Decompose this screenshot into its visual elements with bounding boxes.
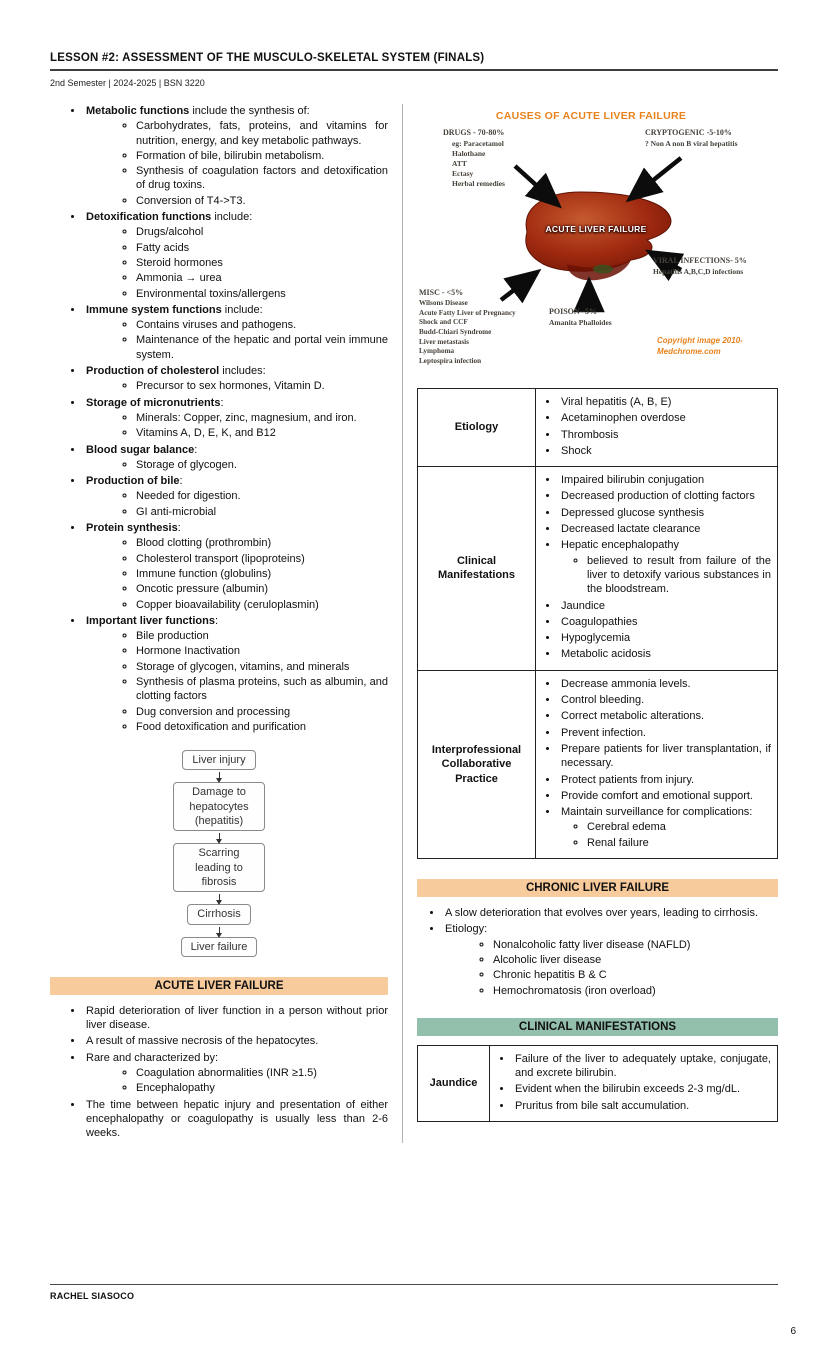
figure-label-line: Budd-Chiari Syndrome [419,327,492,336]
flow-box: Liver injury [182,750,255,770]
table-bullet [559,473,771,487]
figure-label-line: Hepatitis A,B,C,D infections [653,266,744,276]
outline-item-text: : [194,443,198,456]
page-number: 6 [790,1326,796,1337]
down-arrow-icon [219,833,220,842]
outline-subitem: ◦ Contains viruses and pathogens. [136,318,388,332]
figure-label-misc-title: MISC - <5% [419,288,464,297]
flow-step [119,782,319,842]
page-title: LESSON #2: ASSESSMENT OF THE MUSCULO-SKELETAL SYSTEM (FINALS) [50,52,778,71]
outline-item-heading: Metabolic functions [86,105,190,117]
figure-copyright-line1: Copyright image 2010- [657,336,743,345]
table-bullet-text: Depressed glucose synthesis [561,506,705,519]
flow-step [119,904,319,935]
outline-subitem: ◦ Vitamins A, D, E, K, and B12 [136,426,388,440]
table-bullet [559,693,771,707]
table-bullet-list [542,395,771,458]
table-bullet-text: Protect patients from injury. [561,773,695,786]
bullet-item [443,922,778,997]
outline-sublist [86,536,388,611]
table-sub-bullet: ◦ Cerebral edema [587,820,771,834]
sub-bullet: ◦ Nonalcoholic fatty liver disease (NAFLD) [493,938,778,952]
table-bullet-text: Coagulopathies [561,615,638,628]
outline-subitem: ◦ Drugs/alcohol [136,225,388,239]
table-bullet [559,789,771,803]
table-bullet-text: Prepare patients for liver transplantation, if necessary. [561,742,771,770]
outline-subitem: ◦ Steroid hormones [136,256,388,270]
outline-sublist [86,489,388,519]
figure-label-cryptogenic-lines [645,139,761,149]
acute-table-body [418,389,778,859]
table-bullet-list [542,677,771,850]
table-bullet [559,805,771,850]
table-bullet [559,538,771,596]
down-arrow-icon [219,927,220,936]
table-bullet [559,709,771,723]
bullet-item [84,1098,388,1141]
table-row-content [536,670,778,858]
figure-label-poison-title: POISON--5% [549,307,597,316]
table-bullet-text: Control bleeding. [561,694,645,707]
table-bullet [559,615,771,629]
figure-label-line: Shock and CCF [419,318,468,327]
figure-label-viral-infections [653,256,765,277]
outline-item-heading: Blood sugar balance [86,443,195,456]
table-sub-bullet-list [561,554,771,597]
liver-center-caption: ACUTE LIVER FAILURE [545,224,647,234]
outline-subitem: ◦ Carbohydrates, fats, proteins, and vitamins for nutrition, energy, and key metabolic pathways. [136,119,388,148]
outline-item-heading: Important liver functions [86,614,215,627]
outline-item-heading: Storage of micronutrients [86,396,221,409]
bullet-item [443,906,778,920]
table-bullet-text: Impaired bilirubin conjugation [561,474,705,487]
liver-functions-outline [50,104,388,734]
table-bullet [559,647,771,661]
figure-label-line: Acute Fatty Liver of Pregnancy [419,308,516,317]
table-bullet [559,742,771,771]
figure-title: CAUSES OF ACUTE LIVER FAILURE [495,110,687,122]
table-bullet-text: Evident when the bilirubin exceeds 2-3 mg/dL. [515,1083,741,1096]
outline-item [84,614,388,734]
outline-item [84,303,388,362]
liver-failure-flowchart [119,750,319,957]
table-bullet-text: Provide comfort and emotional support. [561,789,753,802]
outline-subitem: ◦ Oncotic pressure (albumin) [136,582,388,596]
table-bullet [513,1082,771,1096]
outline-item-text: : [220,396,224,409]
outline-item-heading: Detoxification functions [86,211,212,224]
outline-sublist [86,225,388,300]
table-sub-bullet-list [561,820,771,850]
flow-step [119,750,319,781]
bullet-text: Rare and characterized by: [86,1051,219,1064]
acute-liver-failure-list [50,1004,388,1141]
outline-item [84,210,388,301]
table-bullet [559,677,771,691]
outline-sublist [86,119,388,208]
figure-label-line: Liver metastasis [419,337,469,346]
section-header-chronic-liver-failure: CHRONIC LIVER FAILURE [417,879,778,897]
table-bullet-text: Maintain surveillance for complications: [561,806,753,819]
down-arrow-icon [219,772,220,781]
bullet-sublist [86,1066,388,1096]
outline-item [84,521,388,612]
bullet-text: Etiology: [445,923,488,936]
outline-subitem: ◦ Storage of glycogen. [136,458,388,472]
table-bullet-list [496,1052,771,1113]
table-bullet-text: Failure of the liver to adequately uptake, conjugate, and excrete bilirubin. [515,1052,771,1080]
flow-box: Scarring leading to fibrosis [173,843,265,892]
outline-sublist [86,629,388,734]
outline-item-heading: Immune system functions [86,303,222,316]
table-sub-bullet: ◦ believed to result from failure of the liver to detoxify various substances in the bloodstream. [587,554,771,597]
outline-sublist [86,318,388,362]
table-bullet-list [542,473,771,662]
table-bullet [559,506,771,520]
clinical-manifestations-table [417,1045,778,1122]
table-bullet-text: Thrombosis [561,428,619,441]
sub-bullet: ◦ Chronic hepatitis B & C [493,968,778,982]
outline-item-heading: Protein synthesis [86,522,178,535]
bullet-item [84,1004,388,1033]
outline-item-heading: Production of cholesterol [86,365,220,378]
outline-subitem: ◦ Synthesis of plasma proteins, such as albumin, and clotting factors [136,675,388,704]
table-bullet-text: Decreased production of clotting factors [561,490,755,503]
right-column [403,104,778,1143]
flow-step [119,843,319,903]
sub-bullet: ◦ Coagulation abnormalities (INR ≥1.5) [136,1066,388,1080]
sub-bullet: ◦ Hemochromatosis (iron overload) [493,984,778,998]
figure-label-viral-lines [653,267,765,277]
figure-label-line: Herbal remedies [452,179,505,189]
table-bullet [559,726,771,740]
table-bullet-text: Jaundice [561,599,606,612]
outline-item [84,396,388,441]
outline-subitem: ◦ Environmental toxins/allergens [136,287,388,301]
section-header-clinical-manifestations: CLINICAL MANIFESTATIONS [417,1018,778,1036]
outline-subitem: ◦ Bile production [136,629,388,643]
table-bullet [559,444,771,458]
outline-sublist [86,458,388,472]
outline-item-heading: Production of bile [86,475,180,488]
outline-subitem: ◦ Blood clotting (prothrombin) [136,536,388,550]
outline-subitem: ◦ Cholesterol transport (lipoproteins) [136,552,388,566]
bullet-text: The time between hepatic injury and presentation of either encephalopathy or coagulopathy is usually less than 2-6 weeks. [86,1098,388,1140]
outline-subitem: ◦ Minerals: Copper, zinc, magnesium, and iron. [136,411,388,425]
table-row [418,467,778,671]
outline-subitem: ◦ Maintenance of the hepatic and portal vein immune system. [136,333,388,362]
table-bullet-text: Hepatic encephalopathy [561,539,680,552]
bullet-text: Rapid deterioration of liver function in a person without prior liver disease. [86,1004,388,1032]
table-bullet [513,1052,771,1081]
figure-label-misc [419,288,529,367]
outline-item-text: : [179,475,183,488]
outline-item-text: include: [211,211,253,224]
table-bullet-text: Decreased lactate clearance [561,523,701,536]
outline-item [84,443,388,473]
table-bullet [559,411,771,425]
table-row-content [536,467,778,671]
table-bullet [559,631,771,645]
outline-subitem: ◦ GI anti-microbial [136,505,388,519]
bullet-text: A result of massive necrosis of the hepatocytes. [86,1035,319,1048]
outline-subitem: ◦ Immune function (globulins) [136,567,388,581]
figure-label-cryptogenic-title: CRYPTOGENIC -5-10% [645,128,732,137]
causes-of-acute-liver-failure-figure [417,104,765,376]
outline-subitem: ◦ Fatty acids [136,241,388,255]
table-row [418,1045,778,1121]
acute-liver-failure-table [417,388,778,859]
table-bullet-text: Correct metabolic alterations. [561,710,705,723]
page-subtitle: 2nd Semester | 2024-2025 | BSN 3220 [50,78,205,88]
table-row [418,670,778,858]
figure-label-drugs [443,128,505,189]
left-column [50,104,402,1143]
table-bullet [559,395,771,409]
outline-item [84,104,388,208]
figure-label-cryptogenic [645,128,761,149]
table-row-label: Etiology [418,389,536,467]
table-row-label: Clinical Manifestations [418,467,536,671]
figure-label-line: Ectasy [452,169,474,179]
section-header-acute-liver-failure: ACUTE LIVER FAILURE [50,977,388,995]
bullet-sublist [445,938,778,998]
table-row-label: Interprofessional Collaborative Practice [418,670,536,858]
outline-sublist [86,379,388,393]
table-bullet [559,599,771,613]
sub-bullet: ◦ Alcoholic liver disease [493,953,778,967]
document-footer [50,1284,778,1301]
figure-label-drugs-lines [443,139,505,190]
outline-subitem: ◦ Hormone Inactivation [136,644,388,658]
figure-copyright [657,336,743,358]
table-bullet [513,1099,771,1113]
figure-label-drugs-title: DRUGS - 70-80% [443,128,505,137]
table-bullet-text: Pruritus from bile salt accumulation. [515,1099,690,1112]
table-bullet [559,522,771,536]
table-row-label: Jaundice [418,1045,490,1121]
document-header [0,0,828,88]
table-bullet [559,489,771,503]
figure-label-line: Leptospira infection [419,357,482,366]
outline-subitem: ◦ Food detoxification and purification [136,720,388,734]
figure-label-poison-lines [549,318,612,328]
figure-label-line: Lymphoma [419,347,455,356]
table-bullet [559,773,771,787]
bullet-text: A slow deterioration that evolves over years, leading to cirrhosis. [445,907,759,920]
outline-item [84,474,388,519]
sub-bullet: ◦ Encephalopathy [136,1081,388,1095]
table-bullet [559,428,771,442]
figure-label-line: Wilsons Disease [419,298,468,307]
outline-sublist [86,411,388,441]
outline-subitem: ◦ Dug conversion and processing [136,705,388,719]
figure-label-line: ATT [452,159,467,169]
outline-item-text: : [214,614,219,627]
table-row-content [490,1045,778,1121]
outline-subitem: ◦ Copper bioavailability (ceruloplasmin) [136,598,388,612]
figure-label-line: Amanita Phalloides [549,317,612,327]
table-row [418,389,778,467]
table-bullet-text: Hypoglycemia [561,632,631,645]
table-sub-bullet: ◦ Renal failure [587,836,771,850]
table-bullet-text: Metabolic acidosis [561,648,651,661]
outline-item-text: : [177,522,181,535]
flow-box: Damage to hepatocytes (hepatitis) [173,782,265,831]
outline-item [84,364,388,394]
table-row-content [536,389,778,467]
two-column-layout [0,88,828,1143]
outline-item-text: include: [221,303,263,316]
chronic-liver-failure-list [417,906,778,998]
flow-box: Cirrhosis [187,904,250,924]
footer-author: RACHEL SIASOCO [50,1291,135,1301]
figure-label-line: ? Non A non B viral hepatitis [645,138,738,148]
table-bullet-text: Viral hepatitis (A, B, E) [561,396,672,408]
outline-subitem: ◦ Precursor to sex hormones, Vitamin D. [136,379,388,393]
flow-box: Liver failure [181,937,258,957]
outline-subitem: ◦ Conversion of T4->T3. [136,194,388,208]
table-bullet-text: Prevent infection. [561,726,646,739]
table-bullet-text: Decrease ammonia levels. [561,677,691,690]
figure-label-line: Halothane [452,148,486,158]
outline-subitem: ◦ Synthesis of coagulation factors and detoxification of drug toxins. [136,164,388,193]
figure-copyright-line2: Medchrome.com [657,346,721,356]
outline-subitem: ◦ Needed for digestion. [136,489,388,503]
figure-label-poison [549,307,612,328]
figure-label-viral-title: VIRAL INFECTIONS- 5% [653,256,747,265]
outline-subitem: ◦ Formation of bile, bilirubin metabolism. [136,149,388,163]
bullet-item [84,1034,388,1048]
table-bullet-text: Acetaminophen overdose [561,412,686,425]
down-arrow-icon [219,894,220,903]
outline-item-text: include the synthesis of: [189,105,310,117]
outline-item-text: includes: [219,365,266,378]
clinical-table-body [418,1045,778,1121]
outline-subitem: ◦ Storage of glycogen, vitamins, and minerals [136,660,388,674]
outline-subitem: ◦ Ammonia → urea [136,271,388,285]
figure-label-misc-lines [419,299,529,367]
figure-label-line: eg: Paracetamol [452,138,504,148]
table-bullet-text: Shock [561,444,592,457]
bullet-item [84,1051,388,1096]
